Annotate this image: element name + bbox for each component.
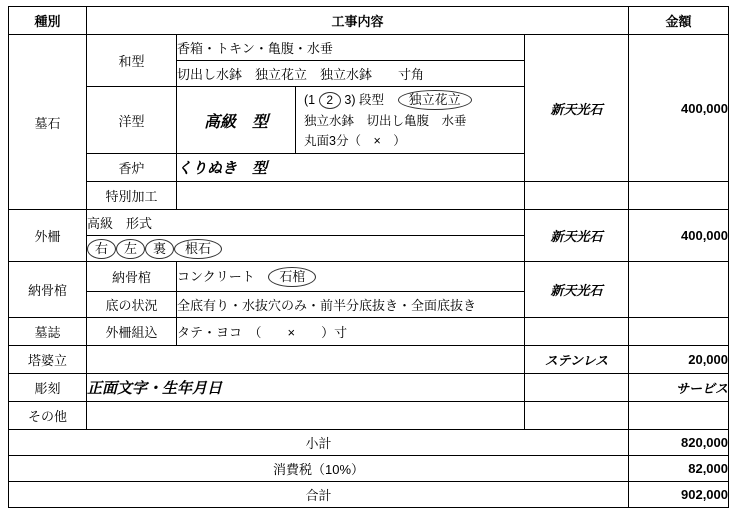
amount-sonota [629, 402, 729, 430]
amount-toba: 20,000 [629, 346, 729, 374]
table-row [9, 402, 729, 430]
row-type-boseki: 墓石 [9, 35, 87, 210]
sonota-value [87, 402, 525, 430]
supplier-boshi [525, 318, 629, 346]
supplier-sonota [525, 402, 629, 430]
supplier-boseki: 新天光石 [525, 35, 629, 182]
row-type-toba: 塔婆立 [9, 346, 87, 374]
choukoku-value: 正面文字・生年月日 [87, 374, 525, 402]
row-type-gesaku: 外柵 [9, 210, 87, 262]
total-amount-tax: 82,000 [629, 456, 729, 482]
supplier-toba: ステンレス [525, 346, 629, 374]
sub-label-noukotsukan: 納骨棺 [87, 262, 177, 292]
header-type: 種別 [9, 7, 87, 35]
noukotsu-sekkan-circled: 石棺 [268, 267, 316, 287]
yougata-detail-line-3: 丸面3分（ × ） [304, 134, 406, 148]
supplier-noukotsu: 新天光石 [525, 262, 629, 318]
wagata-line-2: 切出し水鉢 独立花立 独立水鉢 寸角 [177, 61, 525, 87]
row-type-noukotsu: 納骨棺 [9, 262, 87, 318]
amount-boshi [629, 318, 729, 346]
yougata-dan-circled: 2 [319, 92, 341, 109]
amount-choukoku: サービス [629, 374, 729, 402]
yougata-dan-post: 3) 段型 [344, 93, 384, 107]
gesaku-circle-neishi: 根石 [174, 239, 222, 259]
amount-gesaku: 400,000 [629, 210, 729, 262]
total-amount-shoukei: 820,000 [629, 430, 729, 456]
gesaku-circle-migi: 右 [87, 239, 116, 259]
noukotsu-value [177, 262, 525, 292]
table-row [9, 318, 729, 346]
amount-boseki: 400,000 [629, 35, 729, 182]
yougata-dokuritsu-hanatate-circled: 独立花立 [398, 90, 472, 110]
row-type-boshi: 墓誌 [9, 318, 87, 346]
gesaku-circle-ura: 裏 [145, 239, 174, 259]
table-row [9, 346, 729, 374]
sub-label-yougata: 洋型 [87, 87, 177, 154]
table-row [9, 35, 729, 61]
table-row [9, 374, 729, 402]
supplier-gesaku: 新天光石 [525, 210, 629, 262]
gesaku-circle-hidari: 左 [116, 239, 145, 259]
row-type-choukoku: 彫刻 [9, 374, 87, 402]
totals-row [9, 456, 729, 482]
row-type-sonota: その他 [9, 402, 87, 430]
kouro-value: くりぬき 型 [177, 154, 525, 182]
yougata-detail-line-1 [304, 89, 524, 111]
table-header-row [9, 7, 729, 35]
gesaku-line-1: 高級 形式 [87, 210, 525, 236]
table-row [9, 262, 729, 292]
header-amount: 金額 [629, 7, 729, 35]
supplier-choukoku [525, 374, 629, 402]
sub-label-wagata: 和型 [87, 35, 177, 87]
totals-row [9, 482, 729, 508]
amount-tokubetsu [629, 182, 729, 210]
noukotsu-concrete: コンクリート [177, 269, 255, 284]
total-label-tax: 消費税（10%） [9, 456, 629, 482]
sub-label-tokubetsu: 特別加工 [87, 182, 177, 210]
supplier-tokubetsu [525, 182, 629, 210]
table-row [9, 182, 729, 210]
yougata-dan-pre: (1 [304, 93, 316, 107]
yougata-detail-line-2: 独立水鉢 切出し亀腹 水垂 [304, 114, 467, 128]
total-amount-goukei: 902,000 [629, 482, 729, 508]
toba-value [87, 346, 525, 374]
table-row [9, 210, 729, 236]
totals-row [9, 430, 729, 456]
total-label-shoukei: 小計 [9, 430, 629, 456]
sub-label-sokonojoukyou: 底の状況 [87, 292, 177, 318]
amount-noukotsu [629, 262, 729, 318]
sub-label-kouro: 香炉 [87, 154, 177, 182]
gesaku-circled-row [87, 236, 525, 262]
total-label-goukei: 合計 [9, 482, 629, 508]
estimate-table [8, 6, 729, 508]
yougata-content [177, 87, 525, 154]
soko-value: 全底有り・水抜穴のみ・前半分底抜き・全面底抜き [177, 292, 525, 318]
yougata-grade: 高級 型 [203, 113, 268, 131]
boshi-value: タテ・ヨコ （ × ）寸 [177, 318, 525, 346]
wagata-line-1: 香箱・トキン・亀腹・水垂 [177, 35, 525, 61]
tokubetsu-value [177, 182, 525, 210]
boshi-label: 外柵組込 [87, 318, 177, 346]
header-content: 工事内容 [87, 7, 629, 35]
